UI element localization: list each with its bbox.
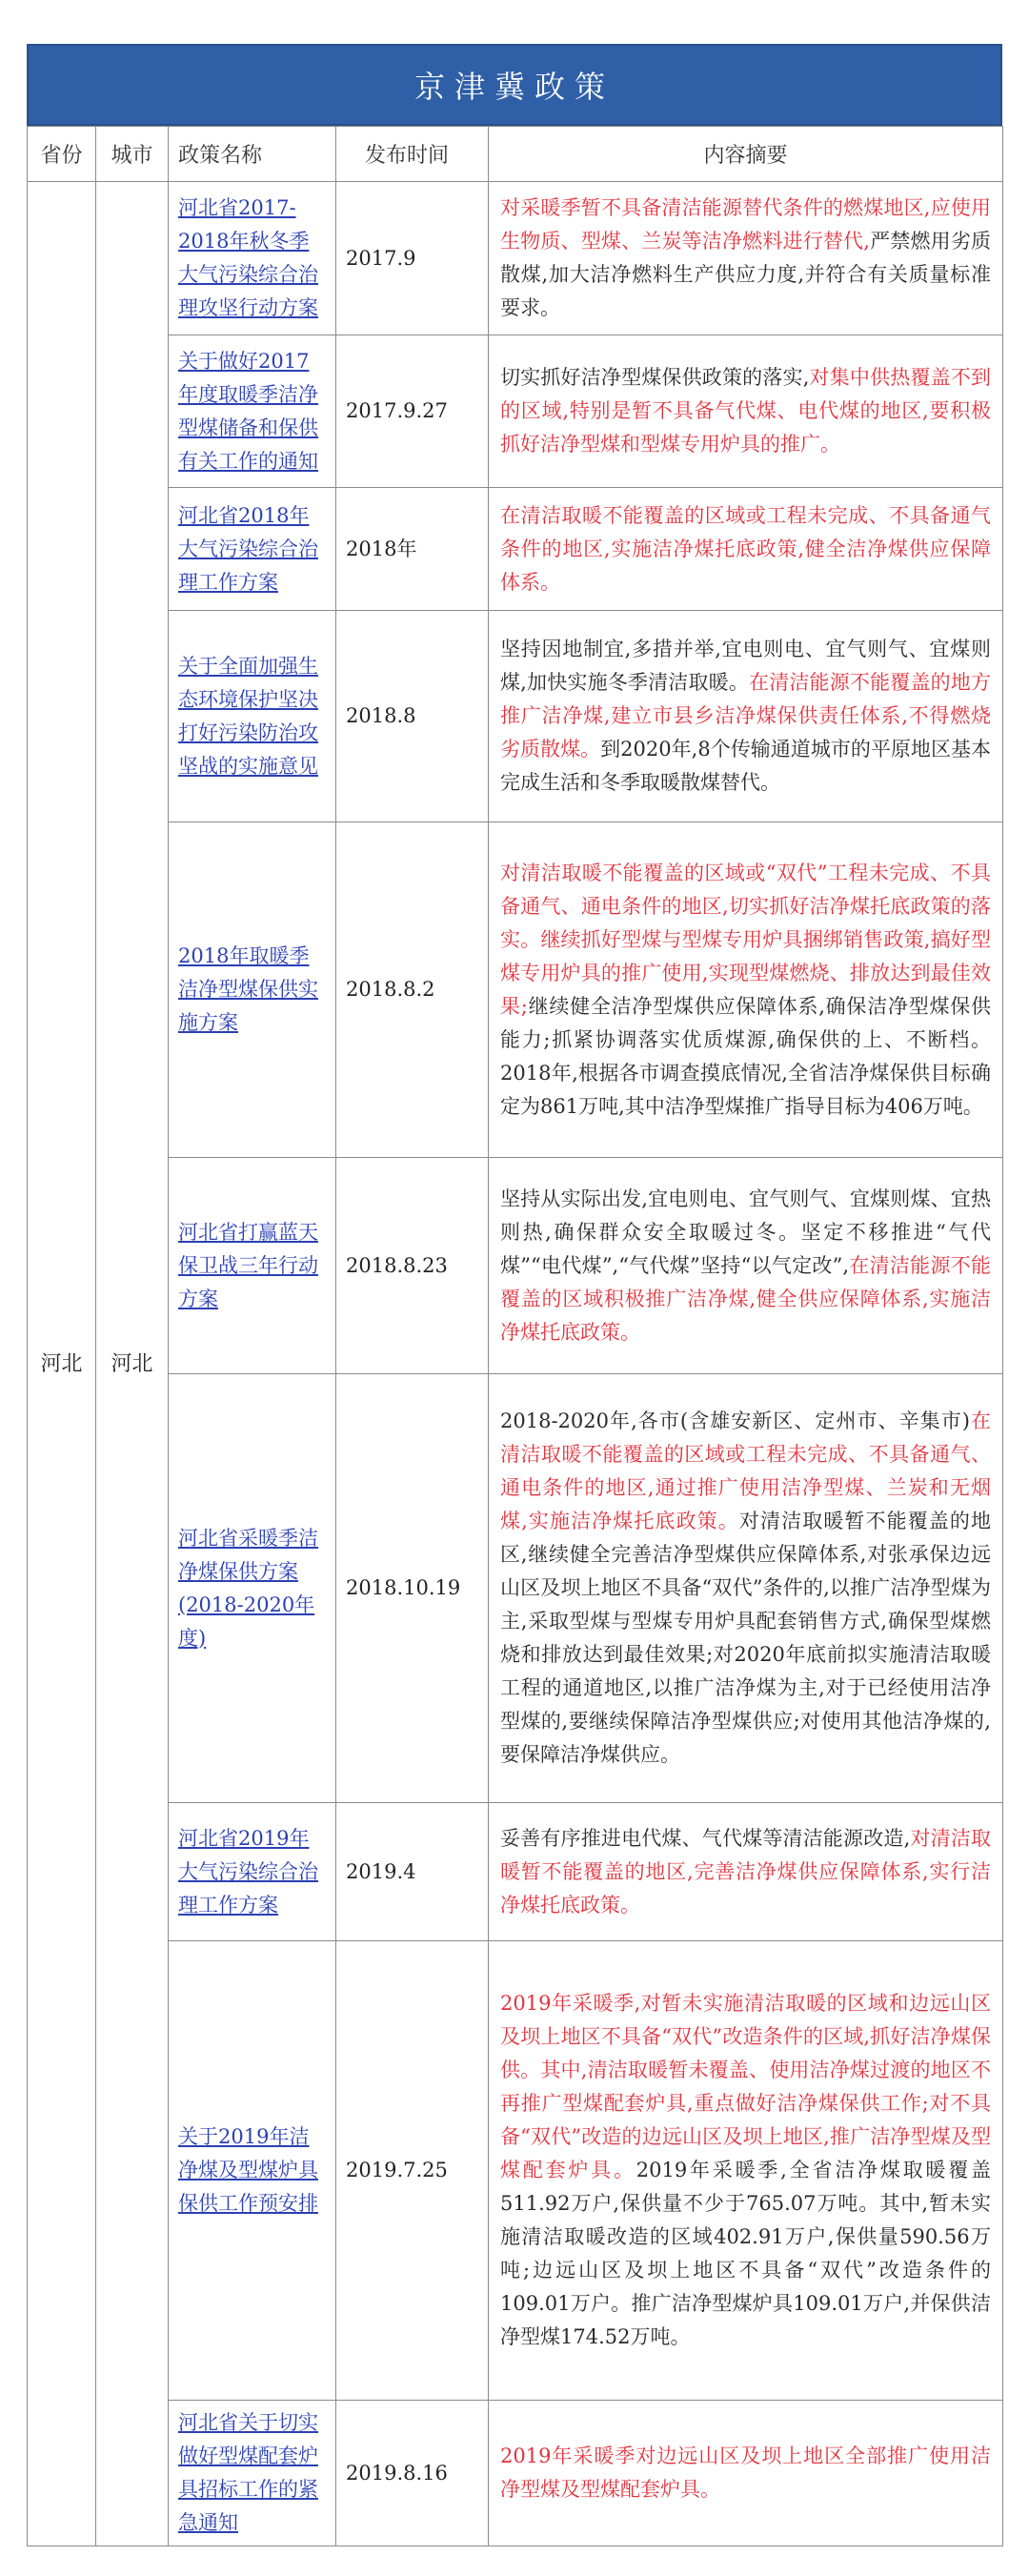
policy-name-link[interactable]: 河北省2019年大气污染综合治理工作方案 <box>178 1826 318 1917</box>
summary-cell <box>489 2401 1003 2546</box>
publish-date: 2019.7.25 <box>336 1941 489 2401</box>
summary-highlight-text: 在清洁取暖不能覆盖的区域或工程未完成、不具备通气、通电条件的地区,通过推广使用洁净型煤、兰炭和无烟煤,实施洁净煤托底政策。 <box>500 1410 992 1532</box>
summary-highlight-text: 2019年采暖季,对暂未实施清洁取暖的区域和边远山区及坝上地区不具备“双代”改造条件的区域,抓好洁净煤保供。其中,清洁取暖暂未覆盖、使用洁净煤过渡的地区不再推广型煤配套炉具,重点做好洁净煤保供工作;对不具备“双代”改造的边远山区及坝上地区,推广洁净型煤及型煤配套炉具。 <box>500 1992 991 2181</box>
policy-name-cell <box>169 611 336 822</box>
policy-name-link[interactable]: 关于全面加强生态环境保护坚决打好污染防治攻坚战的实施意见 <box>178 654 318 778</box>
summary-highlight-text: 对清洁取暖暂不能覆盖的地区,完善洁净煤供应保障体系,实行洁净煤托底政策。 <box>500 1826 991 1917</box>
summary-highlight-text: 在清洁能源不能覆盖的区域积极推广洁净煤,健全供应保障体系,实施洁净煤托底政策。 <box>500 1253 991 1344</box>
summary-cell <box>489 611 1003 822</box>
policy-name-link[interactable]: 关于做好2017年度取暖季洁净型煤储备和保供有关工作的通知 <box>178 349 318 473</box>
policy-name-cell <box>169 2401 336 2546</box>
table-body <box>28 182 1003 2546</box>
summary-text: 严禁燃用劣质散煤,加大洁净燃料生产供应力度,并符合有关质量标准要求。 <box>500 230 991 319</box>
summary-text: 切实抓好洁净型煤保供政策的落实, <box>500 366 810 389</box>
table-row <box>28 611 1003 822</box>
summary-cell <box>489 822 1003 1158</box>
summary-text: 继续健全洁净型煤供应保障体系,确保洁净型煤保供能力;抓紧协调落实优质煤源,确保供的上、不断档。2018年,根据各市调查摸底情况,全省洁净煤保供目标确定为861万吨,其中洁净型煤推广指导目标为406万吨。 <box>500 994 991 1118</box>
policy-name-link[interactable]: 河北省采暖季洁净煤保供方案(2018-2020年度) <box>178 1526 318 1650</box>
table-row <box>28 1374 1003 1803</box>
publish-date: 2018.8.2 <box>336 822 489 1158</box>
table-row <box>28 335 1003 488</box>
policy-name-cell <box>169 1374 336 1803</box>
summary-cell <box>489 1158 1003 1374</box>
policy-name-cell <box>169 488 336 611</box>
summary-cell <box>489 335 1003 488</box>
table-row <box>28 822 1003 1158</box>
table-row <box>28 1158 1003 1374</box>
publish-date: 2018.8.23 <box>336 1158 489 1374</box>
publish-date: 2018.10.19 <box>336 1374 489 1803</box>
publish-date: 2017.9 <box>336 182 489 335</box>
header-province: 省份 <box>28 127 96 182</box>
policy-name-cell <box>169 822 336 1158</box>
summary-highlight-text: 在清洁取暖不能覆盖的区域或工程未完成、不具备通气条件的地区,实施洁净煤托底政策,健全洁净煤供应保障体系。 <box>500 503 991 594</box>
policy-name-link[interactable]: 河北省2017-2018年秋冬季大气污染综合治理攻坚行动方案 <box>178 196 318 319</box>
policy-name-cell <box>169 1803 336 1941</box>
table-row <box>28 1803 1003 1941</box>
table-row <box>28 182 1003 335</box>
policy-name-link[interactable]: 河北省打赢蓝天保卫战三年行动方案 <box>178 1220 318 1310</box>
city-cell: 河北 <box>96 182 169 2546</box>
header-date: 发布时间 <box>336 127 489 182</box>
table-row <box>28 488 1003 611</box>
policy-name-cell <box>169 1158 336 1374</box>
summary-highlight-text: 对清洁取暖不能覆盖的区域或“双代”工程未完成、不具备通气、通电条件的地区,切实抓好洁净煤托底政策的落实。继续抓好型煤与型煤专用炉具捆绑销售政策,搞好型煤专用炉具的推广使用,实现型煤燃烧、排放达到最佳效果; <box>500 861 991 1018</box>
summary-cell <box>489 488 1003 611</box>
policy-table-container <box>27 44 1002 2546</box>
summary-highlight-text: 对采暖季暂不具备清洁能源替代条件的燃煤地区,应使用生物质、型煤、兰炭等洁净燃料进行替代, <box>500 196 991 253</box>
policy-name-link[interactable]: 2018年取暖季洁净型煤保供实施方案 <box>178 944 318 1034</box>
header-policy-name: 政策名称 <box>169 127 336 182</box>
summary-text: 坚持因地制宜,多措并举,宜电则电、宜气则气、宜煤则煤,加快实施冬季清洁取暖。 <box>500 638 991 694</box>
table-row <box>28 1941 1003 2401</box>
table-title: 京津冀政策 <box>27 44 1002 126</box>
publish-date: 2019.4 <box>336 1803 489 1941</box>
province-cell: 河北 <box>28 182 96 2546</box>
policy-name-link[interactable]: 河北省关于切实做好型煤配套炉具招标工作的紧急通知 <box>178 2411 318 2534</box>
publish-date: 2017.9.27 <box>336 335 489 488</box>
header-city: 城市 <box>96 127 169 182</box>
table-row <box>28 2401 1003 2546</box>
summary-highlight-text: 2019年采暖季对边远山区及坝上地区全部推广使用洁净型煤及型煤配套炉具。 <box>500 2444 991 2501</box>
summary-cell <box>489 1374 1003 1803</box>
summary-text: 坚持从实际出发,宜电则电、宜气则气、宜煤则煤、宜热则热,确保群众安全取暖过冬。坚定不移推进“气代煤”“电代煤”,“气代煤”坚持“以气定改”, <box>500 1187 991 1277</box>
summary-text: 到2020年,8个传输通道城市的平原地区基本完成生活和冬季取暖散煤替代。 <box>500 738 992 794</box>
policy-name-cell <box>169 1941 336 2401</box>
summary-highlight-text: 对集中供热覆盖不到的区域,特别是暂不具备气代煤、电代煤的地区,要积极抓好洁净型煤和型煤专用炉具的推广。 <box>500 366 991 456</box>
policy-name-cell <box>169 182 336 335</box>
publish-date: 2018年 <box>336 488 489 611</box>
policy-name-cell <box>169 335 336 488</box>
summary-cell <box>489 182 1003 335</box>
summary-highlight-text: 在清洁能源不能覆盖的地方推广洁净煤,建立市县乡洁净煤保供责任体系,不得燃烧劣质散煤。 <box>500 671 991 761</box>
policy-name-link[interactable]: 关于2019年洁净煤及型煤炉具保供工作预安排 <box>178 2125 318 2215</box>
policy-table <box>27 126 1003 2546</box>
header-row <box>28 127 1003 182</box>
summary-text: 对清洁取暖暂不能覆盖的地区,继续健全完善洁净型煤供应保障体系,对张承保边远山区及坝上地区不具备“双代”条件的,以推广洁净型煤为主,采取型煤与型煤专用炉具配套销售方式,确保型煤燃烧和排放达到最佳效果;对2020年底前拟实施清洁取暖工程的通道地区,以推广洁净煤为主,对于已经使用洁净型煤的,要继续保障洁净型煤供应;对使用其他洁净煤的,要保障洁净煤供应。 <box>500 1510 991 1766</box>
summary-text: 妥善有序推进电代煤、气代煤等清洁能源改造, <box>500 1826 911 1850</box>
publish-date: 2019.8.16 <box>336 2401 489 2546</box>
summary-cell <box>489 1941 1003 2401</box>
policy-name-link[interactable]: 河北省2018年大气污染综合治理工作方案 <box>178 503 318 594</box>
summary-text: 2019年采暖季,全省洁净煤取暖覆盖511.92万户,保供量不少于765.07万吨。其中,暂未实施清洁取暖改造的区域402.91万户,保供量590.56万吨;边远山区及坝上地区不具备“双代”改造条件的109.01万户。推广洁净型煤炉具109.01万户,并保供洁净型煤174.52万吨。 <box>500 2159 991 2348</box>
summary-text: 2018-2020年,各市(含雄安新区、定州市、辛集市) <box>500 1410 970 1432</box>
header-summary: 内容摘要 <box>489 127 1003 182</box>
publish-date: 2018.8 <box>336 611 489 822</box>
summary-cell <box>489 1803 1003 1941</box>
